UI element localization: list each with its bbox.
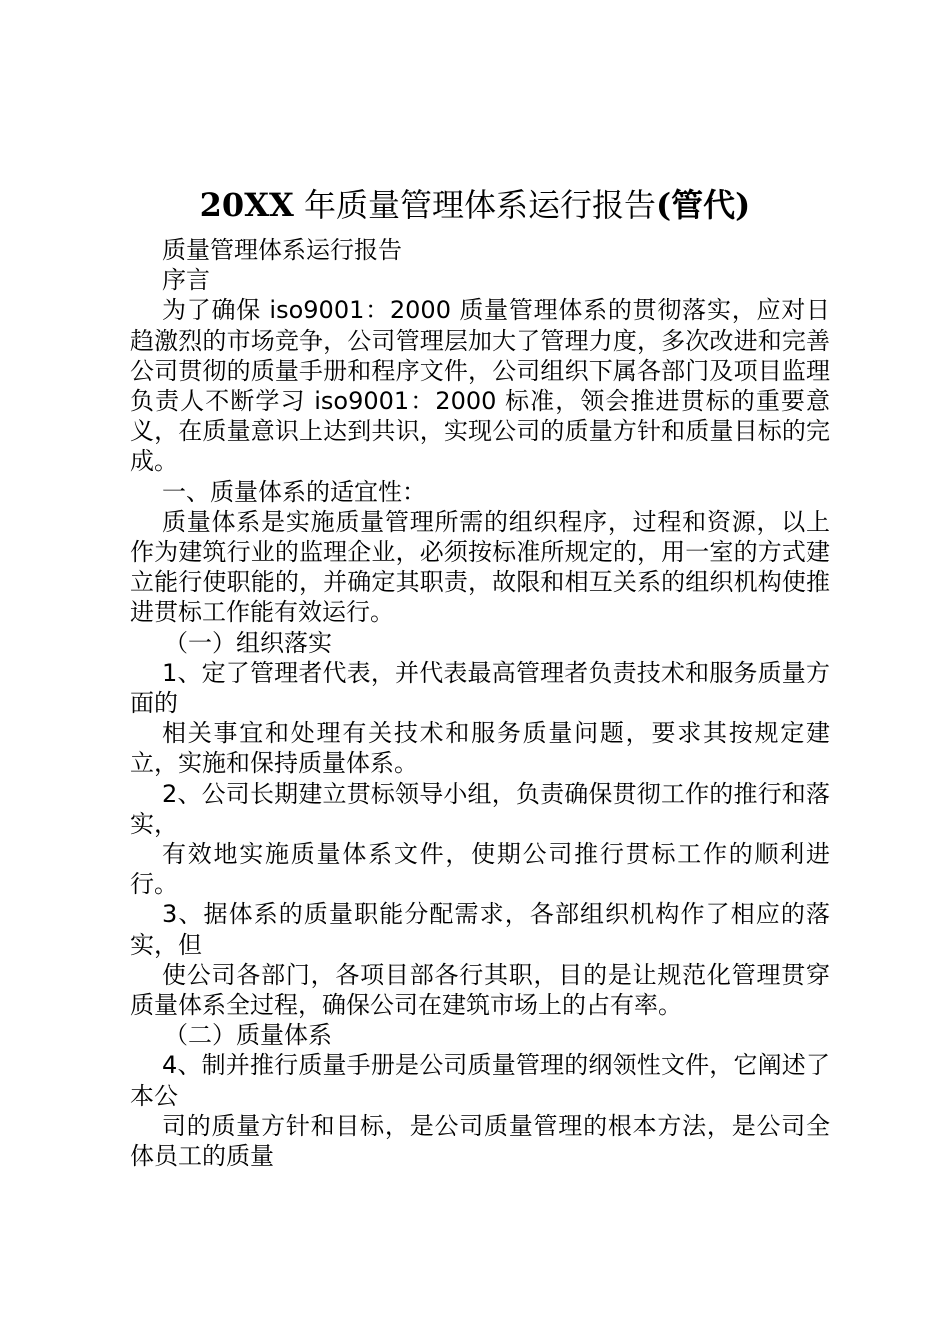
paragraph: 质量体系是实施质量管理所需的组织程序，过程和资源，以上作为建筑行业的监理企业，必须按标准所规定的，用一室的方式建立能行使职能的，并确定其职责，故限和相互关系的组织机构使推进贯标工作能有效运行。	[130, 507, 830, 627]
paragraph: 有效地实施质量体系文件，使期公司推行贯标工作的顺利进行。	[130, 840, 830, 899]
document-title	[0, 183, 950, 227]
paragraph: 1、定了管理者代表，并代表最高管理者负责技术和服务质量方面的	[130, 658, 830, 718]
paragraph: 司的质量方针和目标，是公司质量管理的根本方法，是公司全体员工的质量	[130, 1111, 830, 1171]
paragraph: 2、公司长期建立贯标领导小组，负责确保贯彻工作的推行和落实，	[130, 779, 830, 838]
paragraph: 3、据体系的质量职能分配需求，各部组织机构作了相应的落实，但	[130, 900, 830, 959]
paragraph: 为了确保 iso9001：2000 质量管理体系的贯彻落实，应对日趋激烈的市场竞争，公司管理层加大了管理力度，多次改进和完善公司贯彻的质量手册和程序文件，公司组织下属各部门及项目监理负责人不断学习 iso9001：2000 标准，领会推进贯标的重要意义，在质量意识上达到共识，实现公司的质量方针和质量目标的完成。	[130, 296, 830, 476]
title-year: 20XX	[199, 186, 294, 224]
paragraph: 4、制并推行质量手册是公司质量管理的纲领性文件，它阐述了本公	[130, 1051, 830, 1110]
paragraph: 使公司各部门，各项目部各行其职，目的是让规范化管理贯穿质量体系全过程，确保公司在建筑市场上的占有率。	[130, 960, 830, 1020]
paragraph: 相关事宜和处理有关技术和服务质量问题，要求其按规定建立，实施和保持质量体系。	[130, 719, 830, 778]
document-body	[130, 235, 830, 1171]
section-heading: 一、质量体系的适宜性：	[162, 477, 426, 506]
title-text: 年质量管理体系运行报告	[304, 186, 657, 224]
subsection-heading: （二）质量体系	[164, 1021, 332, 1050]
subsection-heading: （一）组织落实	[164, 628, 332, 657]
section-heading-preface: 序言	[162, 266, 210, 295]
report-subtitle: 质量管理体系运行报告	[162, 236, 402, 264]
title-suffix: (管代)	[656, 186, 751, 224]
